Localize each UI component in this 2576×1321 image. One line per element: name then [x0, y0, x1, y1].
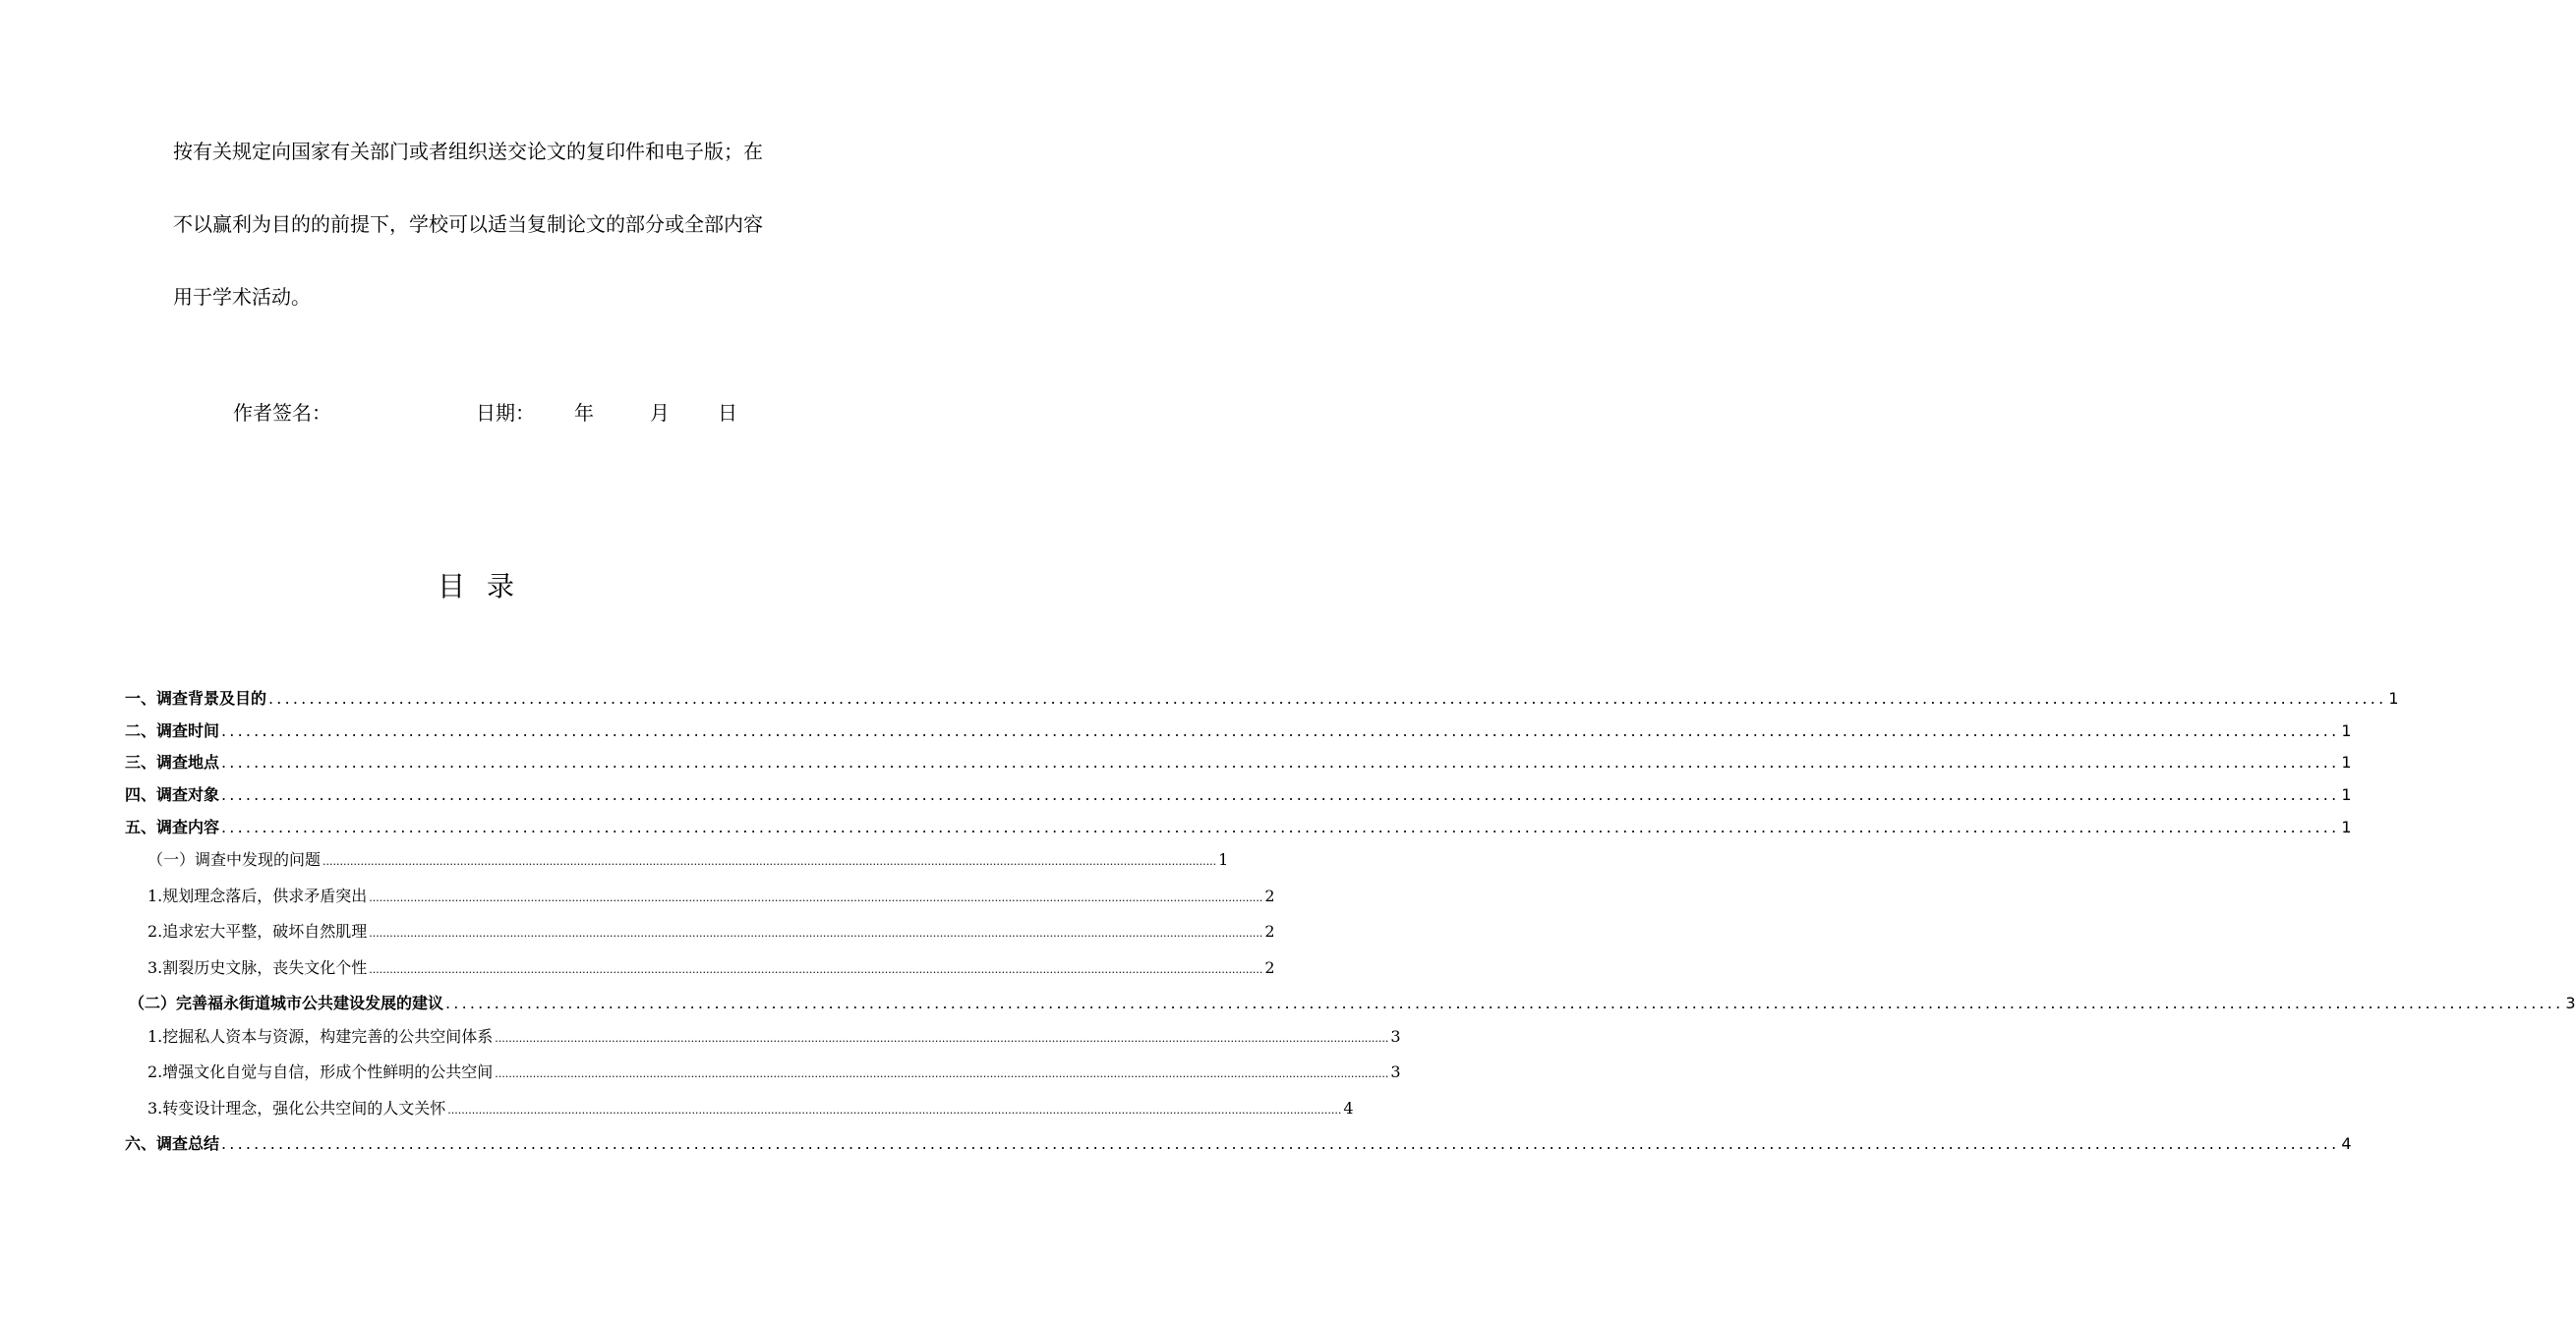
toc-entry-page: 1 [2341, 753, 2352, 772]
toc-leader-dots: .................................................................................................................................................................................................................................................................... [268, 689, 2387, 708]
toc-entry[interactable] [129, 991, 2576, 1013]
toc-entry-label: 1.规划理念落后，供求矛盾突出 [147, 887, 368, 905]
toc-entry[interactable] [125, 815, 2352, 837]
signature-label: 作者签名： [233, 401, 331, 425]
toc-entry-label: 3.转变设计理念，强化公共空间的人文关怀 [147, 1099, 446, 1118]
toc-leader-dots: .................................................................................................................................................................................................................................................................... [221, 1134, 2340, 1153]
toc-entry-label: 二、调查时间 [125, 721, 220, 740]
toc-leader-dots: .................................................................................................................................................................................................................................................................... [495, 1032, 1389, 1045]
toc-entry-label: 三、调查地点 [125, 753, 220, 772]
toc-entry-page: 3 [2565, 994, 2576, 1012]
toc-entry-page: 1 [2341, 721, 2352, 740]
toc-entry[interactable] [147, 955, 1275, 978]
toc-entry[interactable] [125, 782, 2352, 805]
toc-entry-label: 一、调查背景及目的 [125, 689, 267, 708]
toc-leader-dots: .................................................................................................................................................................................................................................................................... [369, 927, 1263, 940]
toc-entry[interactable] [147, 1060, 1401, 1082]
date-label: 日期： [476, 401, 535, 425]
toc-entry[interactable] [125, 686, 2399, 709]
toc-leader-dots: .................................................................................................................................................................................................................................................................... [322, 855, 1217, 868]
toc-entry-page: 1 [2341, 818, 2352, 836]
toc-entry-page: 1 [1218, 850, 1229, 869]
declaration-line-2: 不以赢利为目的的前提下，学校可以适当复制论文的部分或全部内容 [173, 212, 763, 236]
toc-entry-page: 1 [2341, 785, 2352, 804]
toc-entry-page: 1 [2388, 689, 2399, 708]
toc-entry-label: （二）完善福永街道城市公共建设发展的建议 [129, 994, 444, 1012]
toc-entry-page: 2 [1264, 887, 1275, 905]
toc-entry-page: 4 [1343, 1099, 1354, 1118]
declaration-line-1: 按有关规定向国家有关部门或者组织送交论文的复印件和电子版；在 [173, 140, 763, 163]
toc-entry-page: 3 [1390, 1063, 1401, 1081]
toc-leader-dots: .................................................................................................................................................................................................................................................................... [221, 753, 2340, 772]
toc-entry[interactable] [147, 1096, 1354, 1119]
toc-entry-label: 2.增强文化自觉与自信，形成个性鲜明的公共空间 [147, 1063, 494, 1081]
toc-entry-label: 3.割裂历史文脉，丧失文化个性 [147, 958, 368, 977]
toc-entry[interactable] [147, 847, 1229, 870]
toc-entry[interactable] [147, 884, 1275, 906]
toc-leader-dots: .................................................................................................................................................................................................................................................................... [447, 1104, 1342, 1117]
toc-entry-label: 2.追求宏大平整，破坏自然肌理 [147, 922, 368, 941]
toc-entry[interactable] [147, 1024, 1401, 1047]
toc-entry-label: 1.挖掘私人资本与资源，构建完善的公共空间体系 [147, 1027, 494, 1046]
toc-leader-dots: .................................................................................................................................................................................................................................................................... [445, 994, 2564, 1012]
toc-entry-label: 六、调查总结 [125, 1134, 220, 1153]
toc-leader-dots: .................................................................................................................................................................................................................................................................... [369, 891, 1263, 904]
toc-entry-page: 4 [2341, 1134, 2352, 1153]
toc-leader-dots: .................................................................................................................................................................................................................................................................... [221, 785, 2340, 804]
toc-entry[interactable] [125, 718, 2352, 741]
year-label: 年 [574, 401, 594, 425]
toc-leader-dots: .................................................................................................................................................................................................................................................................... [221, 721, 2340, 740]
month-label: 月 [650, 401, 670, 425]
toc-entry[interactable] [125, 750, 2352, 773]
toc-entry-label: （一）调查中发现的问题 [147, 850, 322, 869]
toc-entry-page: 2 [1264, 958, 1275, 977]
toc-entry-label: 五、调查内容 [125, 818, 220, 836]
toc-entry-page: 3 [1390, 1027, 1401, 1046]
declaration-line-3: 用于学术活动。 [173, 285, 311, 309]
day-label: 日 [718, 401, 737, 425]
toc-entry[interactable] [147, 919, 1275, 942]
toc-entry-page: 2 [1264, 922, 1275, 941]
toc-title: 目录 [437, 570, 536, 603]
toc-leader-dots: .................................................................................................................................................................................................................................................................... [495, 1067, 1389, 1080]
toc-entry-label: 四、调查对象 [125, 785, 220, 804]
toc-leader-dots: .................................................................................................................................................................................................................................................................... [369, 963, 1263, 976]
toc-leader-dots: .................................................................................................................................................................................................................................................................... [221, 818, 2340, 836]
toc-entry[interactable] [125, 1131, 2352, 1154]
